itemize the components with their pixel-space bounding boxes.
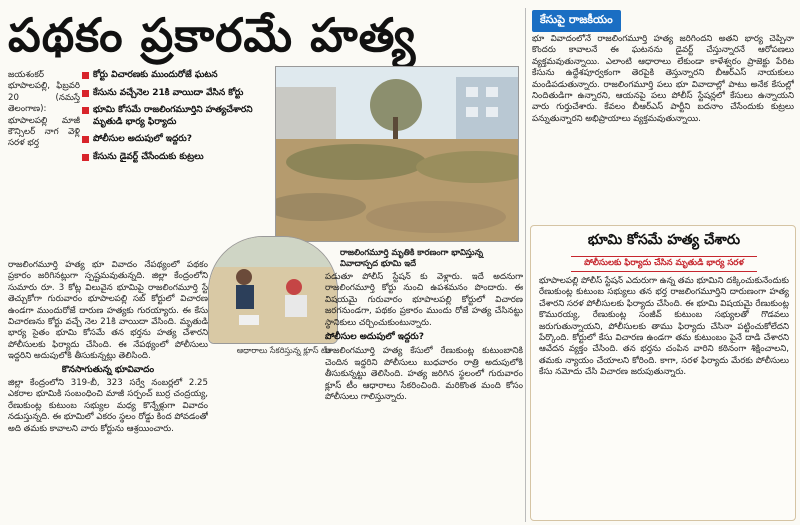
highlight-item: కేసును డైవర్ట్ చేసేందుకు కుట్రలు [82,152,272,164]
highlight-item: పోలీసుల అదుపులో ఇద్దరు? [82,134,272,146]
square-bullet-icon [82,90,89,97]
square-bullet-icon [82,107,89,114]
column-divider [525,8,526,522]
wife-complaint-box [530,225,796,521]
box-text: భూపాలపల్లి పోలీస్ స్టేషన్ ఎదురుగా ఉన్న తమ భూమిని దక్కించుకునేందుకు రేణుకుంట్ల కుటుంబ సభ్యులు తన భర్త రాజలింగమూర్తిని దారుణంగా హత్య చేశారని సరళ పోలీసులకు ఫిర్యాదు చేసింది. ఈ భూమి విషయమై రేణుకుంట్ల కొమురయ్య, రేణుకుంట్ల సంజీవ్ కుటుంబ సభ్యులతో గొడవలు జరుగుతున్నాయని, పోలీసులకు తాము ఫిర్యాదు చేసినా పట్టించుకోలేదని పేర్కొంది. కోర్టులో కేసు విచారణ ఉండగా తమ కుటుంబం పైనే దాడి చేశారని ఆవేదన వ్యక్తం చేసింది. తన భర్తను చంపిన వారిని కఠినంగా శిక్షించాలని, తమకు న్యాయం చేయాలని కోరింది. కాగా, సరళ ఫిర్యాదు మేరకు పోలీసులు కేసు నమోదు చేసి విచారణ జరుపుతున్నారు. [539,276,789,378]
square-bullet-icon [82,154,89,161]
clues-team-photo [208,236,338,344]
box-headline: భూమి కోసమే హత్య చేశారు [587,232,741,248]
inset-caption: ఆధారాలు సేకరిస్తున్న క్లూస్ టీం [236,346,332,355]
highlight-item: కోర్టు విచారణకు ముందురోజే ఘటన [82,70,272,82]
highlight-item: కేసును వచ్చేనెల 21కి వాయిదా వేసిన కోర్టు [82,88,272,100]
land-photo [275,66,519,242]
square-bullet-icon [82,136,89,143]
highlights-list [82,70,272,182]
body-column-middle: పడుతూ పోలీస్ స్టేషన్ కు వెళ్లారు. ఇదే అదనుగా రాజలింగమూర్తి కోర్టు నుంచి ఉపశమనం పొందారు. ఈ విషయమై గురువారం భూపాలపల్లి కోర్టులో విచారణ జరగనుండగా, పథకం ప్రకారం ముందు రోజే హత్య చేసినట్టు స్థానికులు చర్చించుకుంటున్నారు. పోలీసుల అదుపులో ఇద్దరు? రాజలింగమూర్తి హత్య కేసులో రేణుకుంట్ల కుటుంబానికి చెందిన ఇద్దరిని పోలీసులు బుధవారం రాత్రి అదుపులోకి తీసుకున్నట్టు తెలిసింది. హత్య జరిగిన స్థలంలో గురువారం క్లూస్ టీం ఆధారాలు సేకరించింది. మరికొంత మంది కోసం పోలీసులు గాలిస్తున్నారు. [325,272,523,403]
byline-column: జయశంకర్ భూపాలపల్లి, ఫిబ్రవరి 20 (నమస్తే తెలంగాణ): భూపాలపల్లి మాజీ కౌన్సిలర్ నాగ వెళ్లి సరళ భర్త [8,70,80,149]
subhead-land-dispute: కొనసాగుతున్న భూవివాదం [61,364,155,375]
headline: పథకం ప్రకారమే హత్య [8,8,417,62]
side-story-text: భూ వివాదంలోనే రాజలింగమూర్తి హత్య జరిగిందని అతని భార్య చెప్పినా కొందరు కావాలనే ఈ ఘటనను డైవర్ట్ చేస్తున్నారనే ఆరోపణలు వ్యక్తమవుతున్నాయి. ఎలాంటి ఆధారాలు లేకుండా కాళేశ్వరం ప్రాజెక్టు పేరిట కేసును ఉద్దేశపూర్వకంగా తెరపైకి తెస్తున్నారని బీఆర్ఎస్ నాయకులు మండిపడుతున్నారు. రాజలింగమూర్తి పలు భూ వివాదాల్లో పాటు అనేక కేసుల్లో నిందితుడిగా ఉన్నారని, ఆయనపై పలు పోలీస్ స్టేషన్లలో కేసులు ఉన్నాయని వారు గుర్తుచేశారు. కేవలం బీఆర్ఎస్ పార్టీని బదనాం చేసేందుకు కుట్రలు పన్నుతున్నారని అభిప్రాయాలు వ్యక్తమవుతున్నాయి. [532,34,794,124]
body-column-left: రాజలింగమూర్తి హత్య భూ వివాదం నేపథ్యంలో పథకం ప్రకారం జరిగినట్లుగా స్పష్టమవుతున్నది. జిల్లా కేంద్రంలోని సుమారు రూ. 3 కోట్ల విలువైన భూమిపై రాజలింగమూర్తి స్టే తెచ్చుకోగా గురువారం భూపాలపల్లి సబ్ కోర్టులో విచారణ ఉండగా ముందురోజే దారుణ హత్యకు గురయ్యారు. ఈ కేసు విచారణను కోర్టు వచ్చే నెల 21కి వాయిదా వేసింది. మృతుడి భార్య సైతం భూమి కోసమే తన భర్తను హత్య చేశారని పోలీసులకు ఫిర్యాదు చేసింది. ఈ నేపథ్యంలో పోలీసులు ఇద్దరిని అదుపులోకి తీసుకున్నట్లు తెలిసింది. కొనసాగుతున్న భూవివాదం జిల్లా కేంద్రంలోని 319-బీ, 323 సర్వే నంబర్లలో 2.25 ఎకరాల భూమికి సంబంధించి మాజీ సర్పంచ్ బుర్ర చంద్రయ్య, రేణుకుంట్ల కుటుంబ సభ్యుల మధ్య కొన్నేళ్లుగా వివాదం నడుస్తున్నది. ఈ భూమిలో ఎకరం స్థలం రోడ్డు కింద పోవడంతో అది తమకు కావాలని వారు కోర్టును ఆశ్రయించారు. [8,260,208,434]
side-story-tag: కేసుపై రాజకీయం [532,10,621,32]
photo-caption: రాజలింగమూర్తి మృతికి కారణంగా భావిస్తున్న వివాదాస్పద భూమి ఇదే [340,247,484,268]
highlight-item: భూమి కోసమే రాజలింగమూర్తిని హత్యచేశారని మృతుడి భార్య ఫిర్యాదు [82,105,272,128]
square-bullet-icon [82,72,89,79]
box-subheadline: పోలీసులకు ఫిర్యాదు చేసిన మృతుడి భార్య సరళ [571,256,757,272]
subhead-two-detained: పోలీసుల అదుపులో ఇద్దరు? [325,332,424,343]
